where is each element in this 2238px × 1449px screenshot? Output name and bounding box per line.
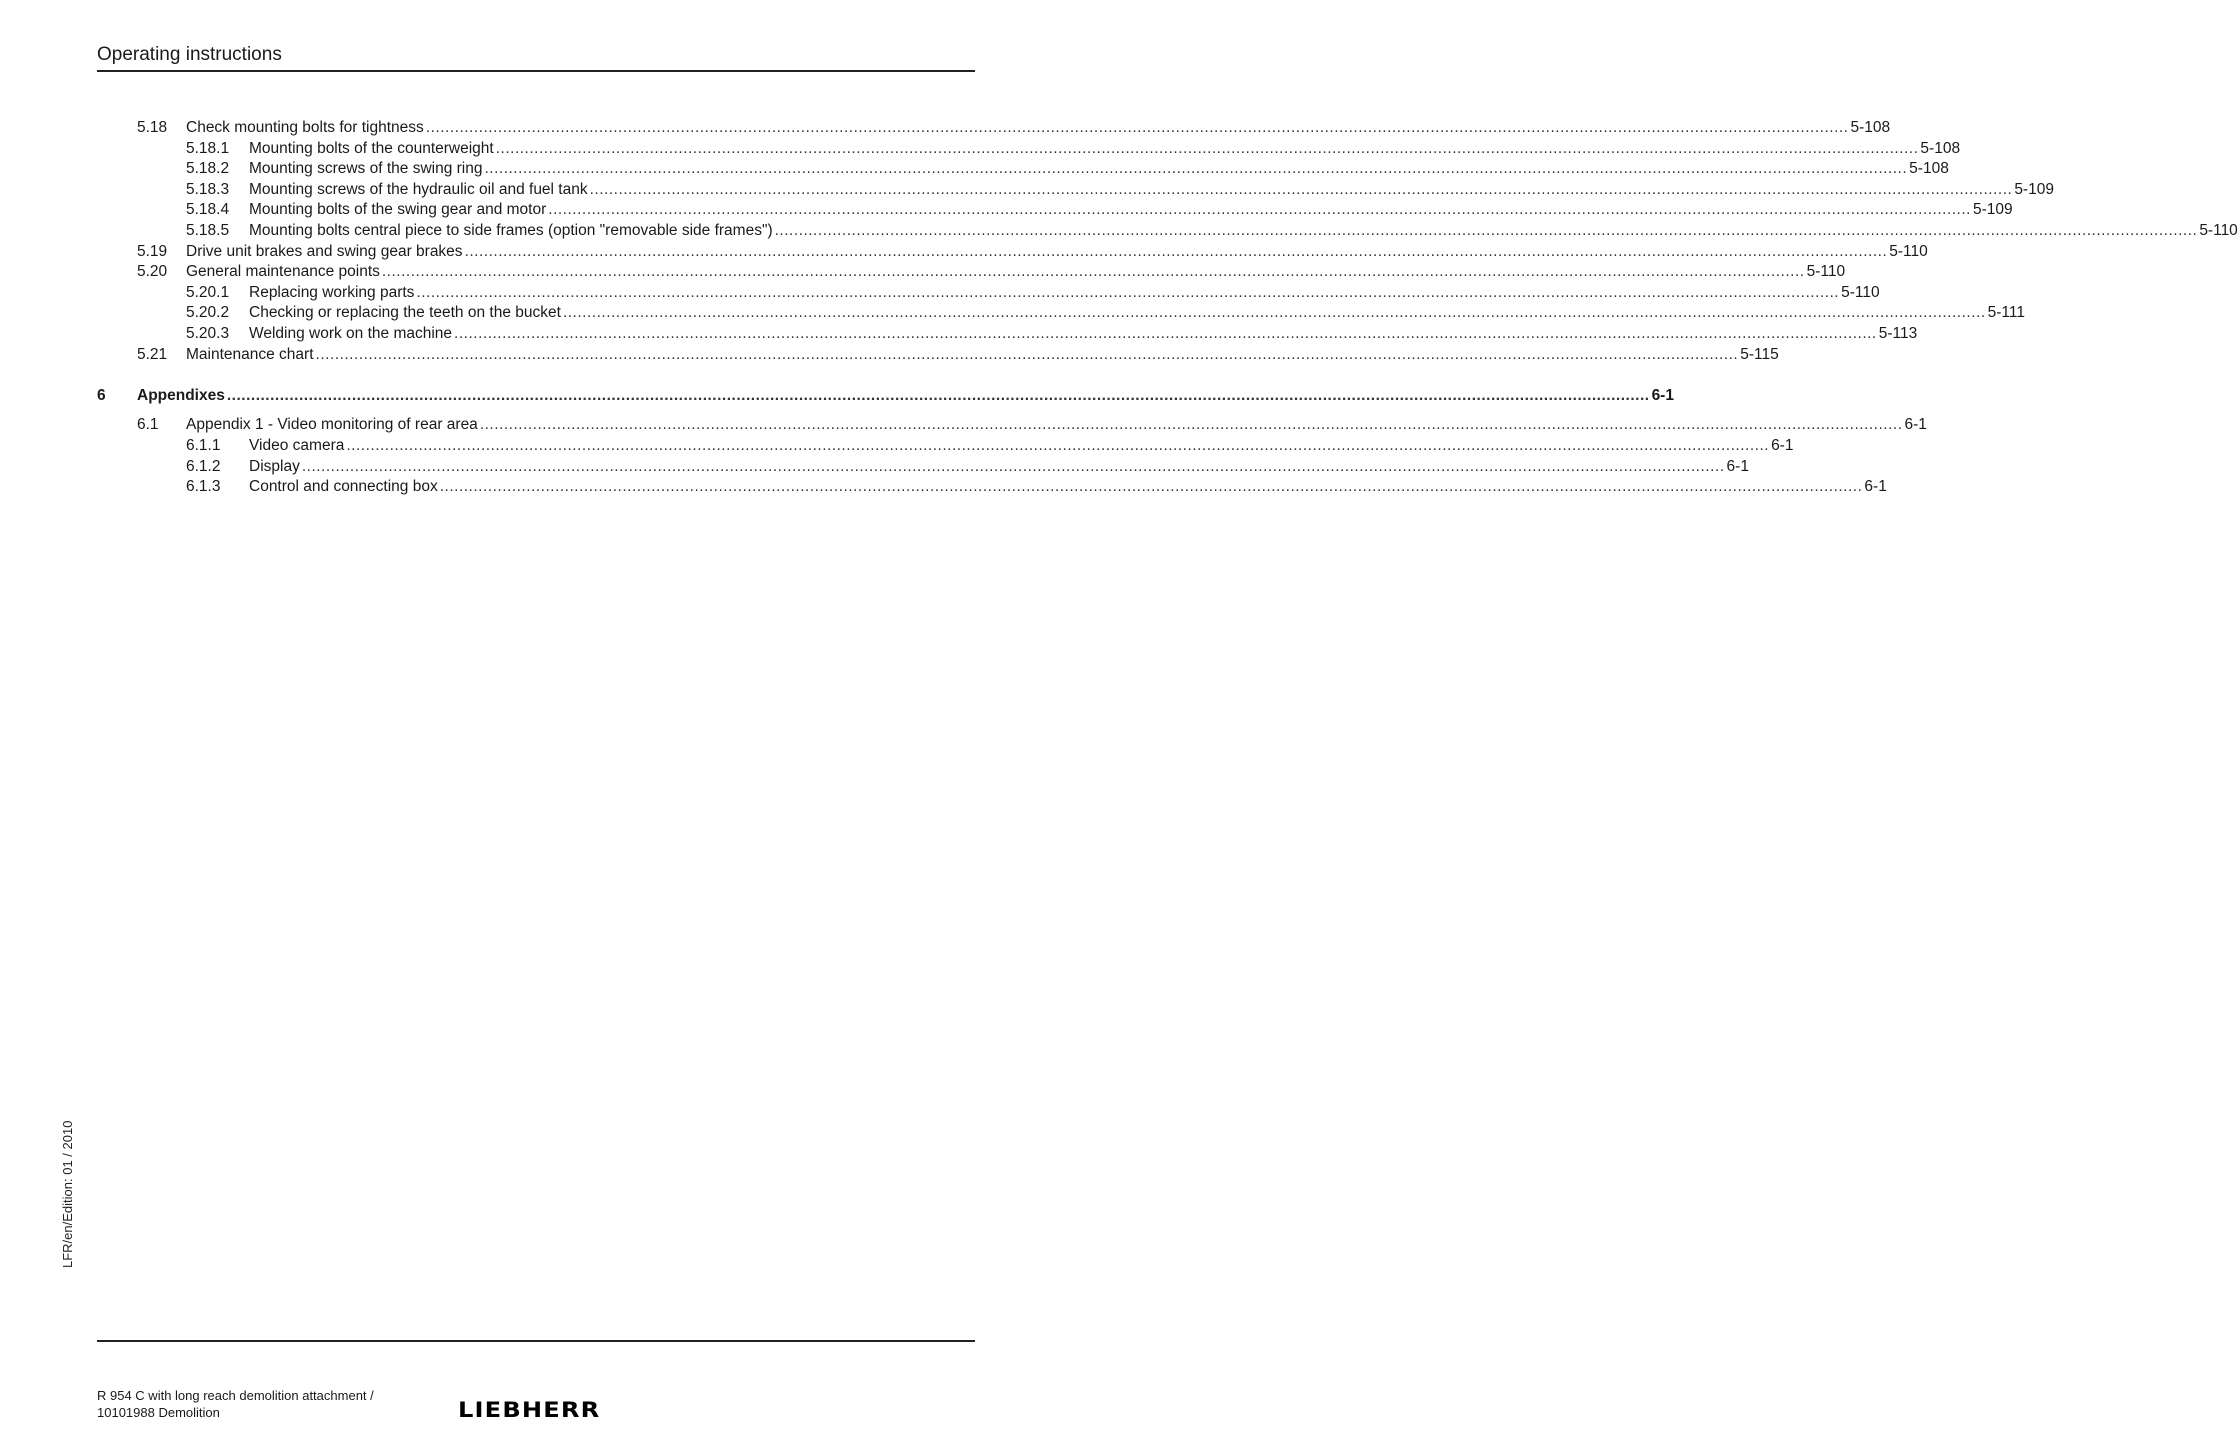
toc-entry-number: 6.1.1: [186, 437, 221, 454]
toc-entry[interactable]: [137, 262, 1846, 282]
toc-leader-dots: [775, 221, 2198, 241]
toc-leader-dots: [227, 386, 1650, 406]
toc-leader-dots: [426, 118, 1849, 138]
toc-entry-page: 5-108: [1850, 119, 1891, 136]
toc-entry-number: 5.20: [137, 263, 168, 280]
footer-model-line: 10101988 Demolition: [97, 1405, 220, 1420]
toc-entry[interactable]: [137, 118, 1891, 138]
footer-divider: [97, 1340, 975, 1342]
toc-entry-title: Mounting screws of the hydraulic oil and fuel tank: [249, 181, 588, 198]
toc-entry-page: 5-113: [1878, 325, 1918, 342]
toc-entry-title: Checking or replacing the teeth on the bucket: [249, 304, 561, 321]
toc-chapter-entry[interactable]: [97, 386, 1674, 406]
toc-entry-number: 5.20.1: [186, 284, 230, 301]
toc-entry-page: 5-115: [1740, 346, 1779, 363]
toc-entry-title: Mounting bolts of the counterweight: [249, 140, 494, 157]
toc-entry-title: Check mounting bolts for tightness: [186, 119, 424, 136]
toc-entry[interactable]: [186, 221, 2238, 241]
toc-entry[interactable]: [137, 345, 1779, 365]
toc-entry-title: Mounting screws of the swing ring: [249, 160, 483, 177]
toc-entry-title: Drive unit brakes and swing gear brakes: [186, 243, 463, 260]
toc-entry-number: 5.18.4: [186, 201, 230, 218]
toc-entry-number: 5.20.3: [186, 325, 230, 342]
page-header-title: Operating instructions: [97, 44, 282, 65]
edition-note: LFR/en/Edition: 01 / 2010: [60, 1120, 75, 1268]
toc-entry[interactable]: [186, 159, 1949, 179]
toc-entry-page: 5-110: [1841, 284, 1880, 301]
toc-entry-number: 5.19: [137, 243, 168, 260]
toc-leader-dots: [382, 262, 1805, 282]
toc-entry[interactable]: [186, 200, 2013, 220]
toc-entry-number: 6.1: [137, 416, 159, 433]
toc-entry-page: 5-109: [1972, 201, 2013, 218]
toc-leader-dots: [465, 242, 1888, 262]
toc-entry[interactable]: [137, 242, 1928, 262]
footer-model-line: R 954 C with long reach demolition attachment /: [97, 1388, 374, 1403]
toc-entry-page: 5-109: [2014, 181, 2054, 198]
toc-entry-page: 6-1: [1864, 478, 1887, 495]
toc-entry-number: 6.1.3: [186, 478, 221, 495]
toc-entry-number: 5.18.5: [186, 222, 230, 239]
toc-leader-dots: [302, 457, 1725, 477]
toc-entry-page: 6-1: [1726, 458, 1749, 475]
toc-leader-dots: [484, 159, 1907, 179]
toc-entry-page: 5-110: [1806, 263, 1846, 280]
liebherr-logo: LIEBHERR: [458, 1398, 601, 1422]
toc-entry-page: 5-110: [2199, 222, 2238, 239]
header-divider: [97, 70, 975, 72]
toc-entry-title: Appendixes: [137, 387, 225, 404]
toc-entry-number: 5.18.2: [186, 160, 230, 177]
toc-entry-number: 5.18.3: [186, 181, 230, 198]
toc-entry-title: Mounting bolts central piece to side frames (option "removable side frames"): [249, 222, 773, 239]
toc-leader-dots: [496, 139, 1919, 159]
toc-entry-title: General maintenance points: [186, 263, 380, 280]
toc-leader-dots: [590, 180, 2013, 200]
toc-entry-title: Replacing working parts: [249, 284, 415, 301]
toc-leader-dots: [480, 415, 1903, 435]
toc-entry[interactable]: [186, 324, 1918, 344]
toc-entry-title: Display: [249, 458, 300, 475]
toc-entry[interactable]: [137, 415, 1927, 435]
toc-entry-title: Control and connecting box: [249, 478, 438, 495]
toc-entry-page: 5-108: [1909, 160, 1949, 177]
footer-model-info: [97, 1387, 374, 1421]
toc-leader-dots: [316, 345, 1739, 365]
toc-entry[interactable]: [186, 283, 1880, 303]
toc-entry-page: 5-110: [1889, 243, 1928, 260]
toc-entry-number: 6: [97, 387, 106, 404]
toc-entry-number: 6.1.2: [186, 458, 221, 475]
toc-leader-dots: [548, 200, 1971, 220]
toc-entry-title: Maintenance chart: [186, 346, 314, 363]
toc-entry[interactable]: [186, 436, 1794, 456]
toc-leader-dots: [454, 324, 1877, 344]
toc-entry-number: 5.21: [137, 346, 168, 363]
toc-entry[interactable]: [186, 477, 1887, 497]
toc-entry-title: Appendix 1 - Video monitoring of rear area: [186, 416, 478, 433]
toc-entry-number: 5.20.2: [186, 304, 230, 321]
toc-entry-page: 5-111: [1987, 304, 2025, 321]
toc-leader-dots: [416, 283, 1839, 303]
toc-entry-page: 6-1: [1651, 387, 1674, 404]
toc-entry-number: 5.18.1: [186, 140, 230, 157]
toc-entry-page: 5-108: [1920, 140, 1961, 157]
toc-entry-page: 6-1: [1771, 437, 1794, 454]
toc-entry[interactable]: [186, 303, 2025, 323]
toc-entry-page: 6-1: [1904, 416, 1927, 433]
toc-leader-dots: [563, 303, 1986, 323]
toc-entry[interactable]: [186, 180, 2054, 200]
toc-entry-title: Mounting bolts of the swing gear and motor: [249, 201, 547, 218]
toc-entry-title: Video camera: [249, 437, 345, 454]
toc-entry-number: 5.18: [137, 119, 168, 136]
toc-entry-title: Welding work on the machine: [249, 325, 453, 342]
toc-entry[interactable]: [186, 457, 1749, 477]
toc-entry[interactable]: [186, 139, 1961, 159]
toc-leader-dots: [346, 436, 1769, 456]
toc-leader-dots: [440, 477, 1863, 497]
